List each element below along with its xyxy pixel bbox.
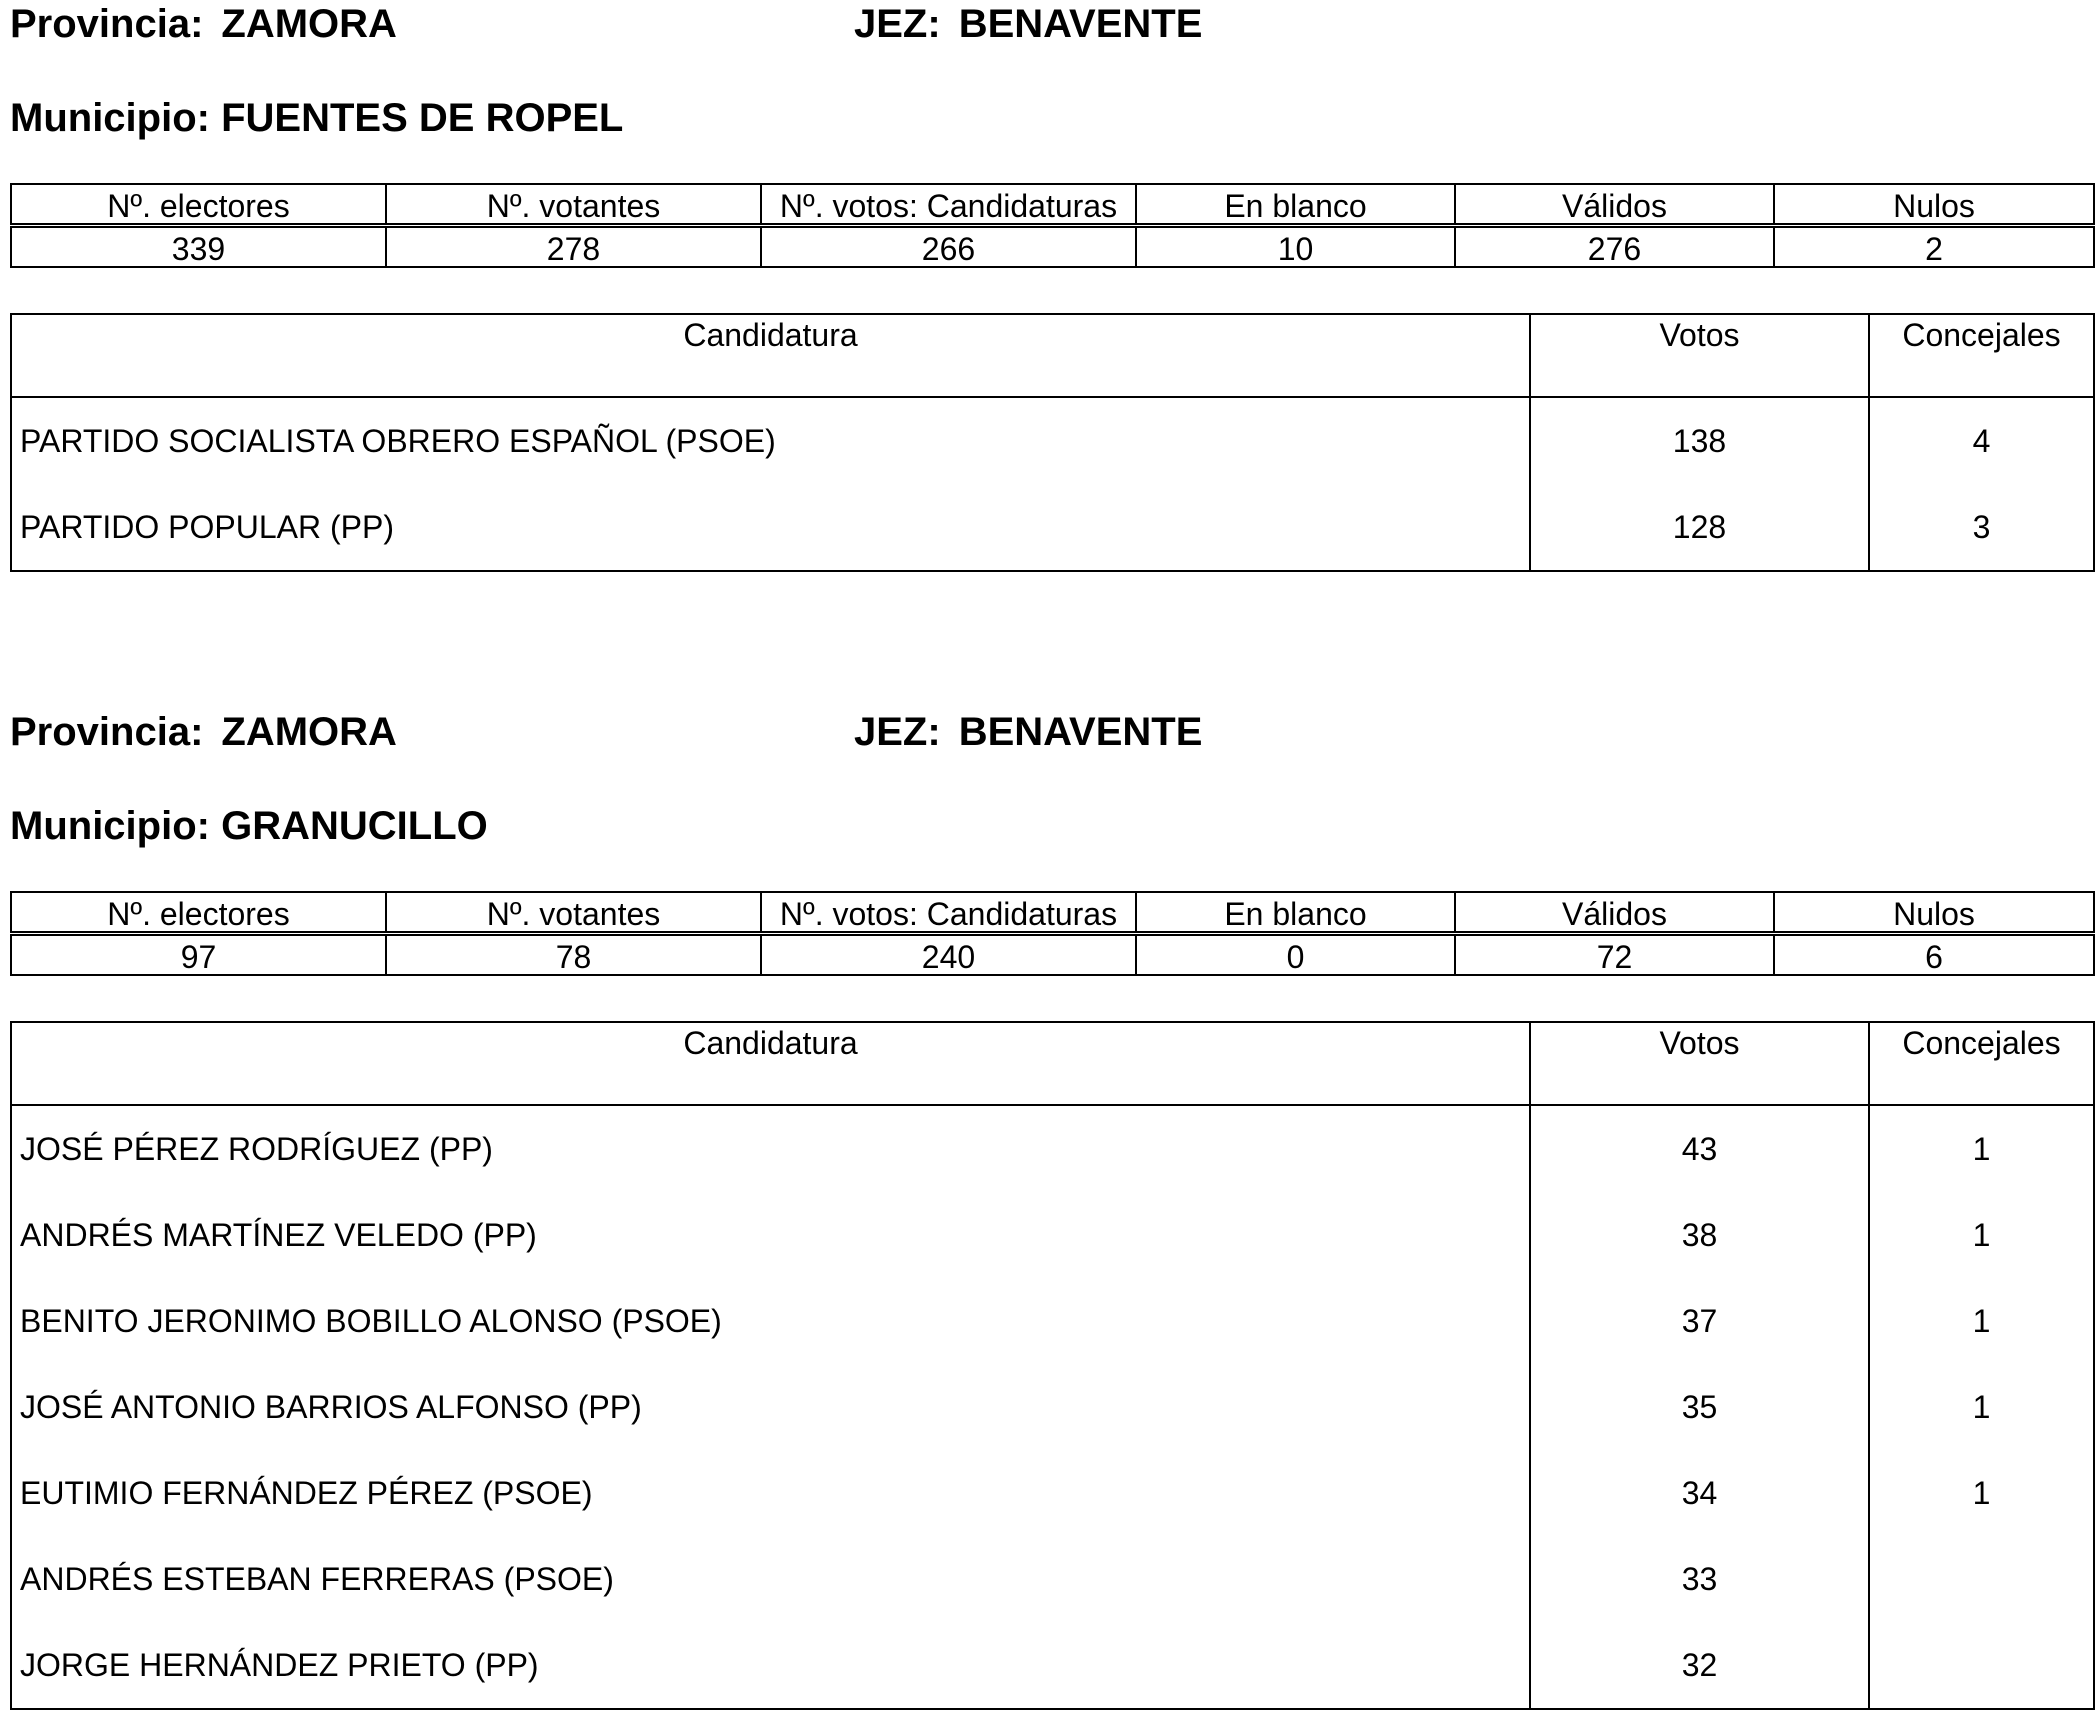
cand-concejales xyxy=(1869,1536,2094,1622)
cand-name: JORGE HERNÁNDEZ PRIETO (PP) xyxy=(20,1646,539,1683)
cand-name: PARTIDO POPULAR (PP) xyxy=(20,508,394,545)
cand-votos: 138 xyxy=(1530,397,1869,484)
table-row xyxy=(11,1536,2094,1622)
cand-name: ANDRÉS MARTÍNEZ VELEDO (PP) xyxy=(20,1216,537,1253)
provincia-value: ZAMORA xyxy=(221,2,397,46)
cand-header-row xyxy=(11,314,2094,397)
cand-name: JOSÉ ANTONIO BARRIOS ALFONSO (PP) xyxy=(20,1388,642,1425)
stats-value: 10 xyxy=(1136,227,1455,267)
municipio-label: Municipio: xyxy=(10,804,210,848)
municipio-value: GRANUCILLO xyxy=(221,804,488,848)
table-row xyxy=(11,1364,2094,1450)
cand-header: Candidatura xyxy=(11,1022,1530,1105)
cand-header-row xyxy=(11,1022,2094,1105)
jez-value: BENAVENTE xyxy=(958,710,1203,754)
stats-value: 72 xyxy=(1455,935,1774,975)
jez-heading xyxy=(854,708,1202,756)
provincia-label: Provincia: xyxy=(10,710,204,754)
stats-header-row xyxy=(11,892,2094,932)
cand-votos: 33 xyxy=(1530,1536,1869,1622)
table-row xyxy=(11,484,2094,571)
provincia-heading xyxy=(10,0,397,48)
stats-values-table xyxy=(10,226,2095,268)
stats-header: Nulos xyxy=(1774,184,2094,224)
provincia-label: Provincia: xyxy=(10,2,204,46)
cand-header: Votos xyxy=(1530,1022,1869,1105)
cand-votos: 34 xyxy=(1530,1450,1869,1536)
cand-concejales: 1 xyxy=(1869,1192,2094,1278)
cand-name: EUTIMIO FERNÁNDEZ PÉREZ (PSOE) xyxy=(20,1474,593,1511)
cand-header: Concejales xyxy=(1869,1022,2094,1105)
stats-header: Nº. votantes xyxy=(386,184,761,224)
municipio-label: Municipio: xyxy=(10,96,210,140)
stats-value-row xyxy=(11,935,2094,975)
provincia-heading xyxy=(10,708,397,756)
stats-value-row xyxy=(11,227,2094,267)
cand-name: JOSÉ PÉREZ RODRÍGUEZ (PP) xyxy=(20,1130,493,1167)
cand-concejales: 1 xyxy=(1869,1278,2094,1364)
stats-header: Nº. electores xyxy=(11,184,386,224)
cand-concejales xyxy=(1869,1622,2094,1709)
candidaturas-table xyxy=(10,313,2095,572)
stats-value: 2 xyxy=(1774,227,2094,267)
stats-value: 339 xyxy=(11,227,386,267)
stats-table xyxy=(10,183,2095,225)
cand-name: PARTIDO SOCIALISTA OBRERO ESPAÑOL (PSOE) xyxy=(20,422,776,459)
stats-table xyxy=(10,891,2095,933)
stats-value: 266 xyxy=(761,227,1136,267)
municipio-value: FUENTES DE ROPEL xyxy=(221,96,624,140)
stats-header: Nº. votantes xyxy=(386,892,761,932)
cand-header: Concejales xyxy=(1869,314,2094,397)
cand-concejales: 4 xyxy=(1869,397,2094,484)
table-row xyxy=(11,1450,2094,1536)
provincia-value: ZAMORA xyxy=(221,710,397,754)
stats-header: Nº. electores xyxy=(11,892,386,932)
table-row xyxy=(11,1278,2094,1364)
cand-votos: 128 xyxy=(1530,484,1869,571)
jez-label: JEZ: xyxy=(854,2,941,46)
stats-header: En blanco xyxy=(1136,184,1455,224)
stats-value: 276 xyxy=(1455,227,1774,267)
cand-header: Votos xyxy=(1530,314,1869,397)
cand-concejales: 3 xyxy=(1869,484,2094,571)
municipio-heading xyxy=(10,94,623,142)
stats-value: 6 xyxy=(1774,935,2094,975)
stats-header-row xyxy=(11,184,2094,224)
table-row xyxy=(11,1622,2094,1709)
cand-header: Candidatura xyxy=(11,314,1530,397)
stats-header: Nulos xyxy=(1774,892,2094,932)
stats-value: 278 xyxy=(386,227,761,267)
stats-header: Válidos xyxy=(1455,892,1774,932)
cand-concejales: 1 xyxy=(1869,1450,2094,1536)
cand-votos: 35 xyxy=(1530,1364,1869,1450)
candidaturas-table xyxy=(10,1021,2095,1710)
jez-heading xyxy=(854,0,1202,48)
cand-concejales: 1 xyxy=(1869,1105,2094,1192)
stats-value: 0 xyxy=(1136,935,1455,975)
cand-votos: 37 xyxy=(1530,1278,1869,1364)
cand-votos: 32 xyxy=(1530,1622,1869,1709)
cand-votos: 43 xyxy=(1530,1105,1869,1192)
table-row xyxy=(11,397,2094,484)
municipio-heading xyxy=(10,802,488,850)
table-row xyxy=(11,1192,2094,1278)
stats-header: Nº. votos: Candidaturas xyxy=(761,184,1136,224)
cand-votos: 38 xyxy=(1530,1192,1869,1278)
jez-value: BENAVENTE xyxy=(958,2,1203,46)
stats-header: Nº. votos: Candidaturas xyxy=(761,892,1136,932)
jez-label: JEZ: xyxy=(854,710,941,754)
stats-header: Válidos xyxy=(1455,184,1774,224)
stats-values-table xyxy=(10,934,2095,976)
cand-name: BENITO JERONIMO BOBILLO ALONSO (PSOE) xyxy=(20,1302,722,1339)
stats-value: 78 xyxy=(386,935,761,975)
stats-value: 240 xyxy=(761,935,1136,975)
cand-concejales: 1 xyxy=(1869,1364,2094,1450)
stats-header: En blanco xyxy=(1136,892,1455,932)
table-row xyxy=(11,1105,2094,1192)
stats-value: 97 xyxy=(11,935,386,975)
cand-name: ANDRÉS ESTEBAN FERRERAS (PSOE) xyxy=(20,1560,614,1597)
